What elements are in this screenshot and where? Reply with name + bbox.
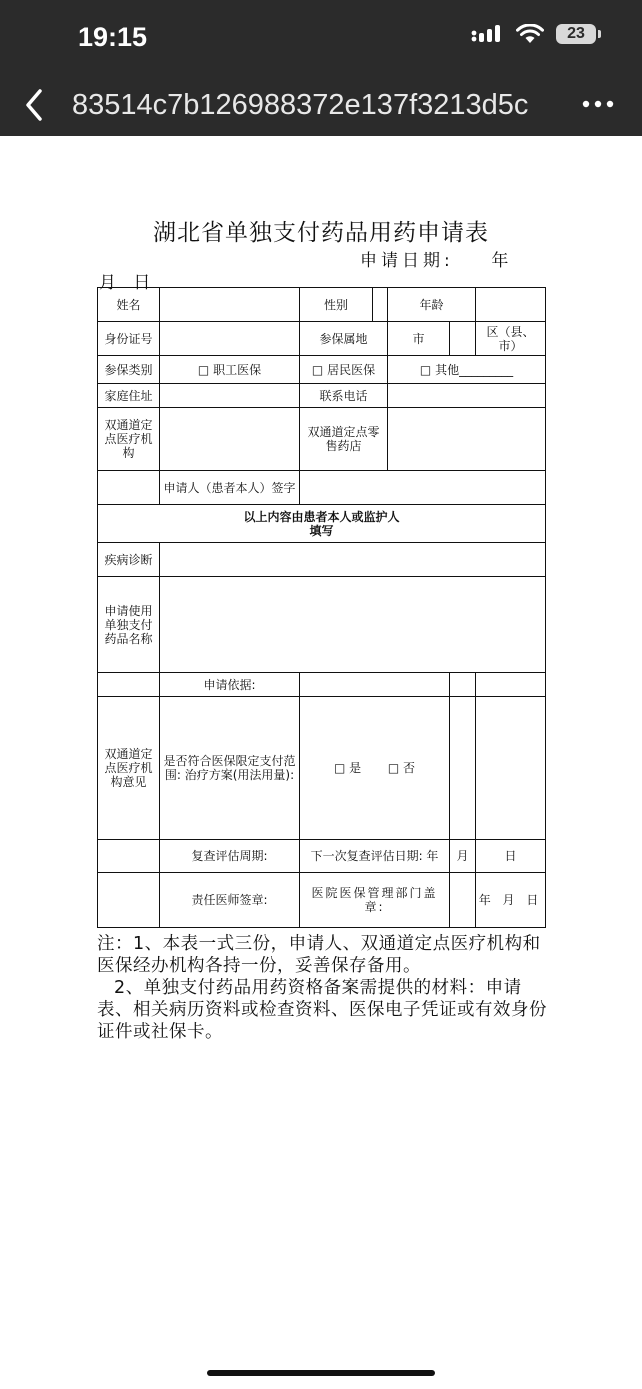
table-row <box>98 577 546 673</box>
employee-insurance-checkbox[interactable]: □ 职工医保 <box>160 356 300 384</box>
battery-icon <box>556 24 596 44</box>
table-row <box>98 408 546 471</box>
document-page <box>0 136 642 1389</box>
city-label: 市 <box>388 322 450 356</box>
back-arrow-icon[interactable] <box>20 85 50 125</box>
drug-name-field[interactable] <box>160 577 546 673</box>
status-icons <box>470 24 596 44</box>
basis-label: 申请依据: <box>160 673 300 697</box>
insurance-type-label: 参保类别 <box>98 356 160 384</box>
diagnosis-field[interactable] <box>160 543 546 577</box>
document-title: 湖北省单独支付药品用药申请表 <box>153 220 489 246</box>
other-insurance-checkbox[interactable]: □ 其他_________ <box>388 356 546 384</box>
hospital-seal-label: 医院医保管理部门盖章: <box>300 873 450 928</box>
opinion-label: 双通道定点医疗机构意见 <box>98 697 160 840</box>
applicant-sign-label: 申请人（患者本人）签字 <box>160 471 300 505</box>
cellular-signal-icon <box>470 24 504 44</box>
age-label: 年龄 <box>388 288 476 322</box>
more-options-icon[interactable] <box>580 89 616 119</box>
seal-date: 年 月 日 <box>476 873 546 928</box>
city-district-field[interactable] <box>450 322 476 356</box>
table-row <box>98 471 546 505</box>
name-label: 姓名 <box>98 288 160 322</box>
resident-insurance-checkbox[interactable]: □ 居民医保 <box>300 356 388 384</box>
basis-cell-tail <box>476 673 546 697</box>
no-checkbox[interactable]: □ 否 <box>387 761 415 775</box>
status-bar <box>0 0 642 75</box>
pharmacy-field[interactable] <box>388 408 546 471</box>
id-number-label: 身份证号 <box>98 322 160 356</box>
age-field[interactable] <box>476 288 546 322</box>
applicant-sign-spacer <box>98 471 160 505</box>
basis-field[interactable] <box>300 673 450 697</box>
application-date-label: 申请日期: 年 <box>360 251 513 271</box>
pharmacy-label: 双通道定点零售药店 <box>300 408 388 471</box>
table-row <box>98 322 546 356</box>
note-1: 注：1、本表一式三份，申请人、双通道定点医疗机构和医保经办机构各持一份，妥善保存备用。 <box>97 934 541 976</box>
name-field[interactable] <box>160 288 300 322</box>
address-label: 家庭住址 <box>98 384 160 408</box>
yes-no-options <box>300 697 450 840</box>
id-number-field[interactable] <box>160 322 300 356</box>
fill-note: 以上内容由患者本人或监护人填写 <box>98 505 546 543</box>
district-label: 区（县、市） <box>476 322 546 356</box>
table-row <box>98 356 546 384</box>
table-row <box>98 505 546 543</box>
table-row <box>98 873 546 928</box>
drug-name-label: 申请使用单独支付药品名称 <box>98 577 160 673</box>
phone-field[interactable] <box>388 384 546 408</box>
battery-level: 23 <box>567 25 585 42</box>
diagnosis-label: 疾病诊断 <box>98 543 160 577</box>
basis-spacer <box>98 673 160 697</box>
table-row <box>98 384 546 408</box>
compliance-label: 是否符合医保限定支付范围: 治疗方案(用法用量): <box>160 697 300 840</box>
note-2: 2、单独支付药品用药资格备案需提供的材料：申请表、相关病历资料或检查资料、医保电子凭证或有效身份证件或社保卡。 <box>97 978 547 1042</box>
application-date-tail: 月 日 <box>99 273 157 293</box>
phone-label: 联系电话 <box>300 384 388 408</box>
month-label: 月 <box>450 840 476 873</box>
table-row <box>98 673 546 697</box>
doctor-sign-label: 责任医师签章: <box>160 873 300 928</box>
institution-label: 双通道定点医疗机构 <box>98 408 160 471</box>
gender-field[interactable] <box>373 288 388 322</box>
navigation-bar <box>0 75 642 136</box>
institution-field[interactable] <box>160 408 300 471</box>
status-time: 19:15 <box>78 22 148 52</box>
basis-cell-extra <box>450 673 476 697</box>
table-row <box>98 697 546 840</box>
opinion-cell-tail <box>476 697 546 840</box>
application-form-table <box>97 287 546 928</box>
form-notes <box>97 933 549 1043</box>
home-indicator[interactable] <box>207 1370 435 1376</box>
gender-label: 性别 <box>300 288 373 322</box>
seal-cell-extra <box>450 873 476 928</box>
applicant-sign-field[interactable] <box>300 471 546 505</box>
next-review-label: 下一次复查评估日期: 年 <box>300 840 450 873</box>
day-label: 日 <box>476 840 546 873</box>
review-period-label: 复查评估周期: <box>160 840 300 873</box>
address-field[interactable] <box>160 384 300 408</box>
document-file-name: 83514c7b126988372e137f3213d5c <box>72 89 529 121</box>
review-spacer <box>98 840 160 873</box>
table-row <box>98 840 546 873</box>
sign-spacer <box>98 873 160 928</box>
table-row <box>98 543 546 577</box>
yes-checkbox[interactable]: □ 是 <box>333 761 362 775</box>
insured-place-label: 参保属地 <box>300 322 388 356</box>
table-row <box>98 288 546 322</box>
wifi-icon <box>516 24 544 44</box>
opinion-cell-extra <box>450 697 476 840</box>
